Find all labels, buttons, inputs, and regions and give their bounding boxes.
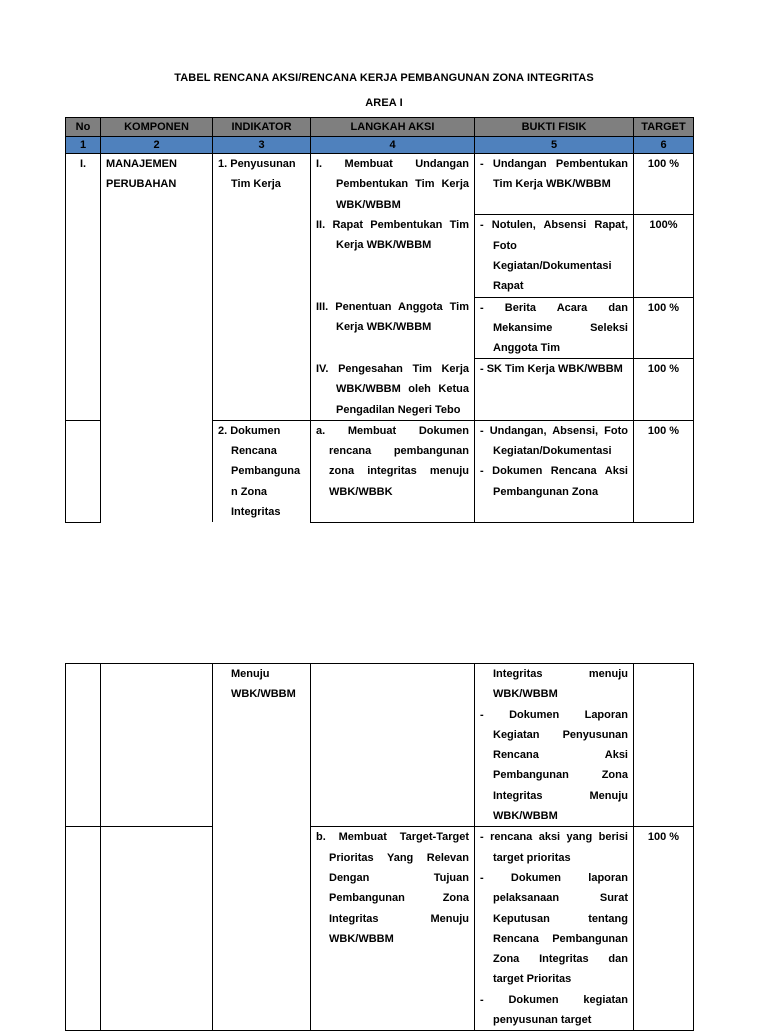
target-cell: 100 %	[634, 420, 694, 522]
column-number: 3	[213, 137, 311, 154]
step-marker: b.	[316, 831, 326, 844]
step-text: Rapat Pembentukan Tim Kerja WBK/WBBM	[332, 218, 469, 252]
column-number: 2	[101, 137, 213, 154]
evidence-cell	[475, 420, 634, 522]
evidence-item: - Notulen, Absensi Rapat, Foto Kegiatan/Dokumentasi Rapat	[480, 219, 628, 293]
target-cell: 100 %	[634, 154, 694, 215]
step-cell	[311, 420, 475, 522]
evidence-item: - Dokumen Rencana Aksi Pembangunan Zona	[480, 465, 628, 498]
target-cell: 100 %	[634, 297, 694, 359]
document-subtitle: AREA I	[365, 97, 403, 109]
header-bukti-fisik: BUKTI FISIK	[475, 118, 634, 137]
evidence-item: - SK Tim Kerja WBK/WBBM	[480, 363, 623, 376]
component-name	[101, 827, 213, 1031]
column-number: 5	[475, 137, 634, 154]
step-cell	[311, 215, 475, 297]
column-number-row	[66, 137, 694, 154]
evidence-item: - Undangan, Absensi, Foto Kegiatan/Dokumentasi	[480, 424, 628, 458]
component-number	[66, 827, 101, 1031]
step-cell	[311, 664, 475, 827]
indicator-cell	[213, 664, 311, 1031]
target-cell	[634, 664, 694, 827]
component-name: MANAJEMEN PERUBAHAN	[101, 154, 213, 523]
table-row	[66, 664, 694, 827]
step-text: Penentuan Anggota Tim Kerja WBK/WBBM	[335, 301, 469, 334]
step-cell	[311, 359, 475, 420]
column-number: 6	[634, 137, 694, 154]
header-indikator: INDIKATOR	[213, 118, 311, 137]
target-cell: 100 %	[634, 359, 694, 420]
table-row	[66, 154, 694, 215]
header-no: No	[66, 118, 101, 137]
component-number: I.	[66, 154, 101, 421]
step-cell	[311, 297, 475, 359]
step-marker: a.	[316, 424, 326, 437]
component-name	[101, 664, 213, 827]
step-marker: IV.	[316, 362, 329, 375]
evidence-item: - rencana aksi yang berisi target prioritas	[480, 831, 628, 864]
evidence-cell	[475, 154, 634, 215]
evidence-cell	[475, 359, 634, 420]
evidence-cell	[475, 827, 634, 1031]
evidence-item: - Berita Acara dan Mekansime Seleksi Anggota Tim	[480, 301, 628, 355]
step-marker: I.	[316, 158, 323, 170]
column-number: 1	[66, 137, 101, 154]
step-marker: II.	[316, 218, 326, 231]
action-plan-table-continued	[65, 663, 694, 1031]
step-cell	[311, 827, 475, 1031]
evidence-item: Integritas menuju WBK/WBBM	[493, 668, 628, 701]
action-plan-table	[65, 117, 694, 523]
step-cell	[311, 154, 475, 215]
column-number: 4	[311, 137, 475, 154]
target-cell: 100%	[634, 215, 694, 297]
table-row	[66, 827, 694, 1031]
step-text: Membuat Dokumen rencana pembangunan zona integritas menuju WBK/WBBK	[329, 424, 469, 498]
indicator-label: 2. Dokumen Rencana Pembanguna n Zona Integritas	[218, 424, 301, 519]
indicator-cell	[213, 154, 311, 421]
step-marker: III.	[316, 301, 329, 314]
header-target: TARGET	[634, 118, 694, 137]
step-text: Pengesahan Tim Kerja WBK/WBBM oleh Ketua Pengadilan Negeri Tebo	[336, 362, 469, 416]
evidence-item: - Dokumen laporan pelaksanaan Surat Keputusan tentang Rencana Pembangunan Zona Integritas dan target Prioritas	[480, 871, 628, 986]
header-komponen: KOMPONEN	[101, 118, 213, 137]
target-cell: 100 %	[634, 827, 694, 1031]
component-number	[66, 664, 101, 827]
evidence-cell	[475, 297, 634, 359]
evidence-item: - Dokumen Laporan Kegiatan Penyusunan Rencana Aksi Pembangunan Zona Integritas Menuju WBK/WBBM	[480, 708, 628, 823]
header-langkah-aksi: LANGKAH AKSI	[311, 118, 475, 137]
step-text: Membuat Target-Target Prioritas Yang Relevan Dengan Tujuan Pembangunan Zona Integritas Menuju WBK/WBBM	[329, 831, 470, 945]
step-text: Membuat Undangan Pembentukan Tim Kerja WBK/WBBM	[336, 158, 469, 211]
evidence-item: - Undangan Pembentukan Tim Kerja WBK/WBBM	[480, 158, 628, 191]
indicator-label: 1. Penyusunan Tim Kerja	[218, 158, 296, 191]
component-number	[66, 420, 101, 522]
evidence-item: - Dokumen kegiatan penyusunan target	[480, 993, 628, 1027]
header-row	[66, 118, 694, 137]
document-title: TABEL RENCANA AKSI/RENCANA KERJA PEMBANGUNAN ZONA INTEGRITAS	[174, 72, 594, 84]
evidence-cell	[475, 664, 634, 827]
evidence-cell	[475, 215, 634, 297]
indicator-label-continued: Menuju WBK/WBBM	[231, 668, 296, 701]
indicator-cell	[213, 420, 311, 522]
